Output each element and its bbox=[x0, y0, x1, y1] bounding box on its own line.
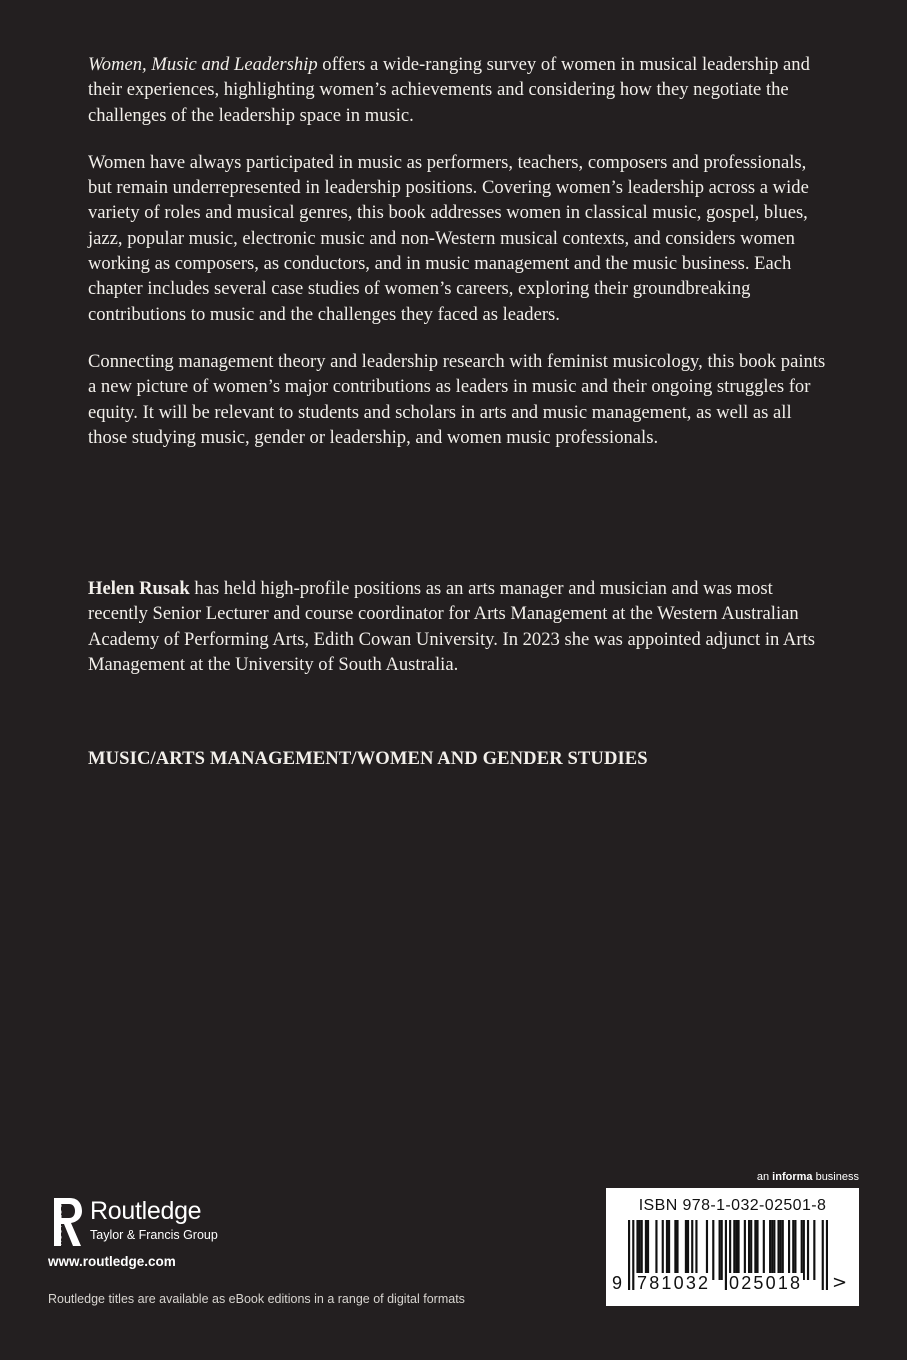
barcode-bar bbox=[719, 1220, 721, 1280]
barcode-bar bbox=[803, 1220, 805, 1280]
barcode-bar bbox=[769, 1220, 771, 1280]
publisher-group: Taylor & Francis Group bbox=[90, 1228, 218, 1242]
ebook-note: Routledge titles are available as eBook editions in a range of digital formats bbox=[48, 1292, 465, 1306]
isbn-barcode bbox=[606, 1188, 859, 1306]
barcode-digit-first: 9 bbox=[612, 1273, 623, 1293]
barcode-bar bbox=[754, 1220, 756, 1280]
barcode-digits-right: 025018 bbox=[729, 1273, 803, 1293]
barcode-bar bbox=[782, 1220, 784, 1280]
barcode-bar bbox=[748, 1220, 750, 1280]
barcode-bar bbox=[639, 1220, 641, 1280]
subject-category: MUSIC/ARTS MANAGEMENT/WOMEN AND GENDER STUDIES bbox=[88, 748, 648, 769]
barcode-bar bbox=[676, 1220, 678, 1280]
barcode-bar bbox=[706, 1220, 708, 1280]
book-title: Women, Music and Leadership bbox=[88, 54, 318, 75]
barcode-bar bbox=[695, 1220, 697, 1280]
barcode-bar bbox=[674, 1220, 676, 1280]
barcode-bar bbox=[662, 1220, 664, 1280]
routledge-r-icon bbox=[48, 1196, 84, 1248]
barcode-bar bbox=[733, 1220, 735, 1280]
blurb-paragraph-1 bbox=[88, 52, 828, 128]
barcode-bar bbox=[756, 1220, 758, 1280]
author-bio-text: has held high-profile positions as an arts manager and musician and was most recently Senior Lecturer and course coordinator for Arts Management at the Western Australian Academy of Performing Arts, Edith Cowan University. In 2023 she was appointed adjunct in Arts Management at the University of South Australia. bbox=[88, 578, 815, 675]
barcode-bar bbox=[777, 1220, 779, 1280]
barcode-bar bbox=[737, 1220, 739, 1280]
barcode-bar bbox=[744, 1220, 746, 1280]
informa-tagline bbox=[757, 1171, 859, 1183]
isbn-label: ISBN 978-1-032-02501-8 bbox=[638, 1197, 827, 1214]
barcode-bar bbox=[685, 1220, 687, 1280]
barcode-bar bbox=[735, 1220, 737, 1280]
barcode-bar bbox=[647, 1220, 649, 1280]
barcode-chevron: > bbox=[832, 1272, 848, 1293]
informa-brand: informa bbox=[772, 1171, 813, 1183]
barcode-bar bbox=[655, 1220, 657, 1280]
barcode-bar bbox=[628, 1220, 630, 1290]
barcode-bar bbox=[668, 1220, 670, 1280]
barcode-bar bbox=[691, 1220, 693, 1280]
barcode-bar bbox=[780, 1220, 782, 1280]
barcode-bar bbox=[771, 1220, 773, 1280]
barcode-bar bbox=[636, 1220, 638, 1280]
barcode-bar bbox=[763, 1220, 765, 1280]
informa-suffix: business bbox=[812, 1171, 859, 1183]
barcode-bar bbox=[666, 1220, 668, 1280]
blurb-paragraph-3: Connecting management theory and leadership research with feminist musicology, this book paints a new picture of women’s major contributions as leaders in music and their ongoing struggles for equity. It will be relevant to students and scholars in arts and music management, as well as all those studying music, gender or leadership, and women music professionals. bbox=[88, 350, 826, 448]
barcode-bar bbox=[750, 1220, 752, 1280]
barcode-bar bbox=[794, 1220, 796, 1280]
barcode-bar bbox=[788, 1220, 790, 1280]
barcode-bar bbox=[773, 1220, 775, 1280]
publisher-website: www.routledge.com bbox=[48, 1254, 176, 1269]
barcode-bar bbox=[712, 1220, 714, 1280]
barcode-bar bbox=[801, 1220, 803, 1280]
blurb-p1-text: offers a wide-ranging survey of women in musical leadership and their experiences, highlighting women’s achievements and considering how they negotiate the challenges of the leadership space in music. bbox=[88, 54, 810, 126]
blurb-paragraph-2: Women have always participated in music as performers, teachers, composers and professionals, but remain underrepresented in leadership positions. Covering women’s leadership across a wide variety of roles and musical genres, this book addresses women in classical music, gospel, blues, jazz, popular music, electronic music and non-Western musical contexts, and considers women working as composers, as conductors, and in music management and the music business. Each chapter includes several case studies of women’s careers, exploring their groundbreaking contributions to music and the challenges they faced as leaders. bbox=[88, 151, 809, 325]
barcode-bar bbox=[822, 1220, 824, 1290]
barcode-bar bbox=[632, 1220, 634, 1290]
author-bio bbox=[88, 576, 828, 677]
barcode-bar bbox=[792, 1220, 794, 1280]
barcode-bar bbox=[826, 1220, 828, 1290]
barcode-bar bbox=[807, 1220, 809, 1280]
barcode-bar bbox=[641, 1220, 643, 1280]
author-name: Helen Rusak bbox=[88, 578, 190, 599]
routledge-vertical-text: ROUTLEDGE bbox=[56, 1197, 64, 1246]
publisher-name: Routledge bbox=[90, 1197, 202, 1225]
barcode-bar bbox=[813, 1220, 815, 1280]
barcode-digits-left: 781032 bbox=[637, 1273, 711, 1293]
routledge-logo bbox=[48, 1196, 268, 1252]
barcode-bar bbox=[687, 1220, 689, 1280]
barcode-bar bbox=[725, 1220, 727, 1290]
informa-prefix: an bbox=[756, 1171, 773, 1183]
book-blurb bbox=[88, 52, 828, 472]
barcode-bar bbox=[721, 1220, 723, 1280]
barcode-bar bbox=[645, 1220, 647, 1280]
